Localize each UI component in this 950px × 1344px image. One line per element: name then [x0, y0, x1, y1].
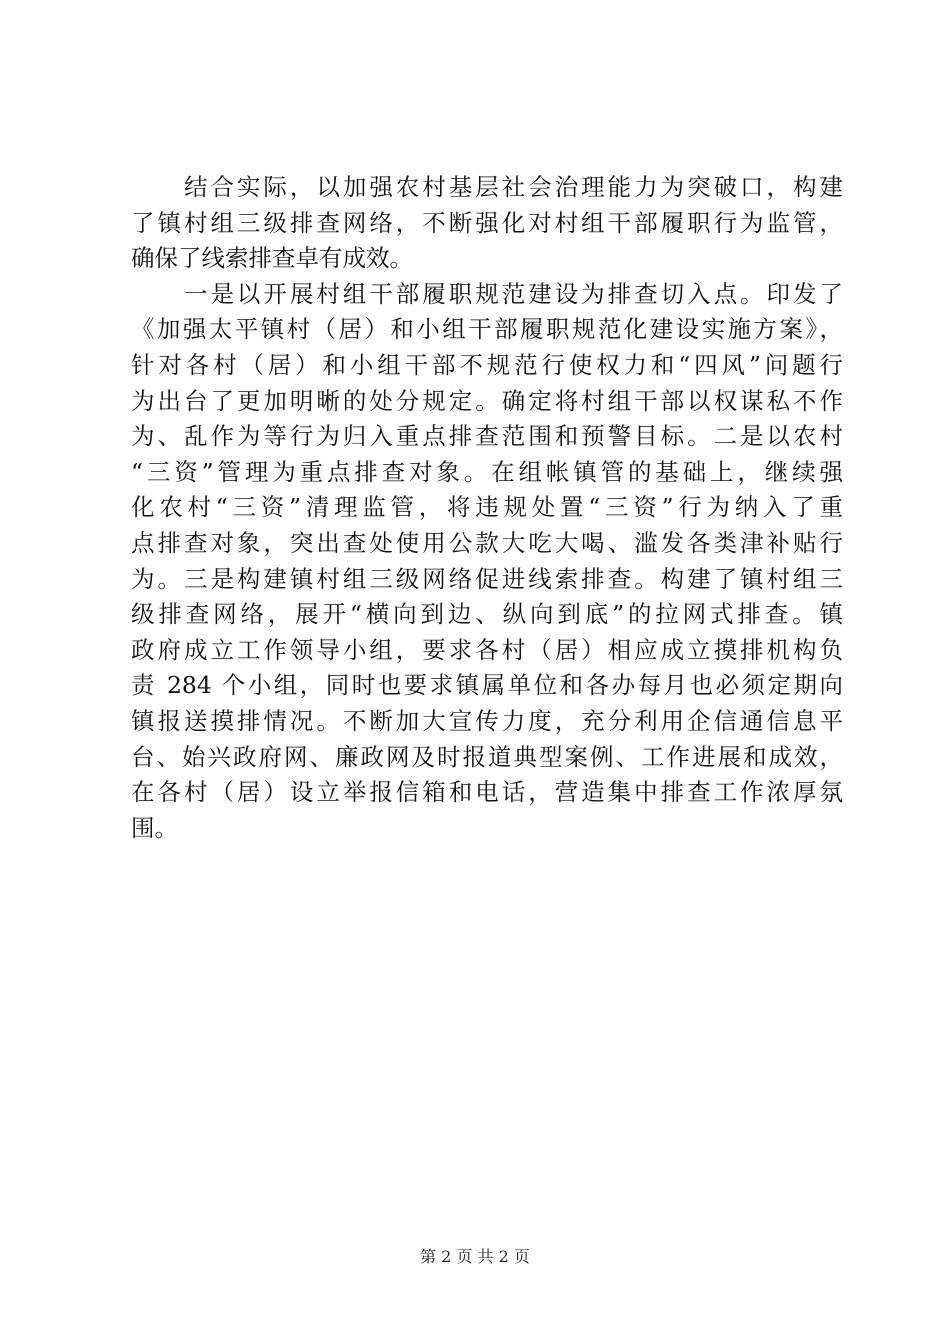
text-line: 结合实际，以加强农村基层社会治理能力为突破口，构建: [131, 173, 843, 201]
text-line: 确保了线索排查卓有成效。: [131, 244, 413, 273]
text-line: 级排查网络，展开“横向到边、纵向到底”的拉网式排查。镇: [131, 600, 843, 629]
text-line: 在各村（居）设立举报信箱和电话，营造集中排查工作浓厚氛: [131, 778, 843, 807]
text-line: 针对各村（居）和小组干部不规范行使权力和“四风”问题行: [131, 350, 843, 379]
text-line: 为。三是构建镇村组三级网络促进线索排查。构建了镇村组三: [131, 564, 843, 593]
text-line: 一是以开展村组干部履职规范建设为排查切入点。印发了: [131, 279, 843, 308]
body-text: [131, 170, 843, 846]
text-line: 《加强太平镇村（居）和小组干部履职规范化建设实施方案》，: [131, 315, 843, 344]
text-line: 围。: [131, 813, 178, 842]
text-line: 点排查对象，突出查处使用公款大吃大喝、滥发各类津补贴行: [131, 528, 843, 557]
text-line: 责 284 个小组，同时也要求镇属单位和各办每月也必须定期向: [131, 671, 843, 700]
text-line: “三资”管理为重点排查对象。在组帐镇管的基础上，继续强: [131, 457, 843, 486]
page-number-footer: 第 2 页 共 2 页: [420, 1247, 530, 1266]
text-line: 了镇村组三级排查网络，不断强化对村组干部履职行为监管，: [131, 208, 843, 237]
text-line: 化农村“三资”清理监管，将违规处置“三资”行为纳入了重: [131, 493, 843, 522]
text-line: 为出台了更加明晰的处分规定。确定将村组干部以权谋私不作: [131, 386, 843, 415]
text-line: 镇报送摸排情况。不断加大宣传力度，充分利用企信通信息平: [131, 706, 843, 735]
text-line: 政府成立工作领导小组，要求各村（居）相应成立摸排机构负: [131, 635, 843, 664]
text-line: 为、乱作为等行为归入重点排查范围和预警目标。二是以农村: [131, 422, 843, 451]
text-line: 台、始兴政府网、廉政网及时报道典型案例、工作进展和成效，: [131, 742, 843, 771]
